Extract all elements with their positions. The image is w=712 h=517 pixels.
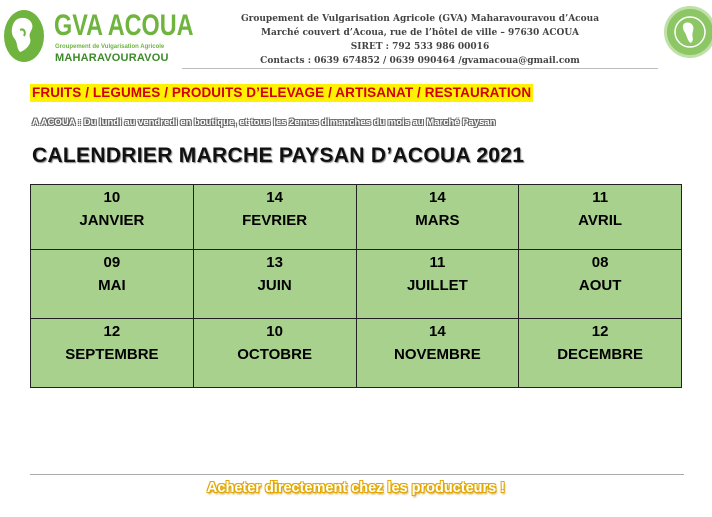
calendar-cell — [356, 185, 519, 250]
logo-subtitle: Groupement de Vulgarisation Agricole — [55, 44, 165, 50]
cell-day: 08 — [591, 254, 609, 271]
calendar-cell — [519, 250, 682, 319]
cell-day: 12 — [103, 323, 121, 340]
cell-month: JUIN — [257, 277, 292, 294]
cell-month: JANVIER — [79, 212, 145, 229]
header-line-1: Groupement de Vulgarisation Agricole (GVA) Maharavouravou d’Acoua — [240, 14, 600, 24]
calendar-cell — [356, 250, 519, 319]
header-divider — [182, 68, 658, 69]
header-line-3: SIRET : 792 533 986 00016 — [350, 42, 490, 52]
calendar-cell — [519, 319, 682, 388]
calendar-cell — [31, 185, 194, 250]
cell-month: MARS — [415, 212, 460, 229]
cell-month: JUILLET — [406, 277, 468, 294]
calendar-cell — [193, 250, 356, 319]
calendar-row — [31, 185, 682, 250]
footer-slogan: Acheter directement chez les producteurs ! — [206, 480, 506, 496]
calendar-cell — [31, 250, 194, 319]
cell-day: 14 — [266, 189, 283, 206]
product-categories-banner: FRUITS / LEGUMES / PRODUITS D’ELEVAGE / ARTISANAT / RESTAURATION — [32, 85, 532, 100]
cell-day: 14 — [429, 189, 446, 206]
cell-day: 11 — [429, 254, 446, 271]
calendar-cell — [519, 185, 682, 250]
produit-mahorais-seal-icon — [664, 6, 712, 58]
calendar-table — [30, 184, 682, 388]
calendar-cell — [193, 319, 356, 388]
cell-day: 09 — [103, 254, 121, 271]
cell-month: SEPTEMBRE — [65, 346, 159, 363]
cell-month: OCTOBRE — [237, 346, 312, 363]
calendar-cell — [193, 185, 356, 250]
calendar-cell — [356, 319, 519, 388]
footer-divider — [30, 474, 684, 475]
calendar-row — [31, 250, 682, 319]
logo-name: MAHARAVOURAVOU — [55, 52, 169, 64]
header-line-4: Contacts : 0639 674852 / 0639 090464 /gvamacoua@gmail.com — [260, 56, 580, 66]
cell-day: 14 — [429, 323, 446, 340]
cell-month: MAI — [98, 277, 126, 294]
cell-day: 13 — [266, 254, 283, 271]
cell-month: NOVEMBRE — [394, 346, 481, 363]
cell-day: 10 — [266, 323, 283, 340]
cell-month: AVRIL — [578, 212, 623, 229]
header-line-2: Marché couvert d’Acoua, rue de l’hôtel de ville – 97630 ACOUA — [261, 28, 579, 38]
cell-month: AOUT — [578, 277, 622, 294]
header-info — [182, 12, 658, 68]
opening-info: A ACOUA : Du lundi au vendredi en boutique, et tous les 2emes dimanches du mois au Marché Paysan — [32, 117, 496, 128]
page-title: CALENDRIER MARCHE PAYSAN D’ACOUA 2021 — [32, 144, 525, 167]
cell-day: 10 — [103, 189, 121, 206]
calendar-row — [31, 319, 682, 388]
cell-day: 12 — [591, 323, 609, 340]
gva-logo — [0, 8, 194, 68]
cell-month: FEVRIER — [242, 212, 308, 229]
calendar-cell — [31, 319, 194, 388]
cell-month: DECEMBRE — [557, 346, 644, 363]
map-leaf-icon — [4, 10, 44, 62]
cell-day: 11 — [592, 189, 609, 206]
logo-title: GVA ACOUA — [54, 9, 194, 42]
